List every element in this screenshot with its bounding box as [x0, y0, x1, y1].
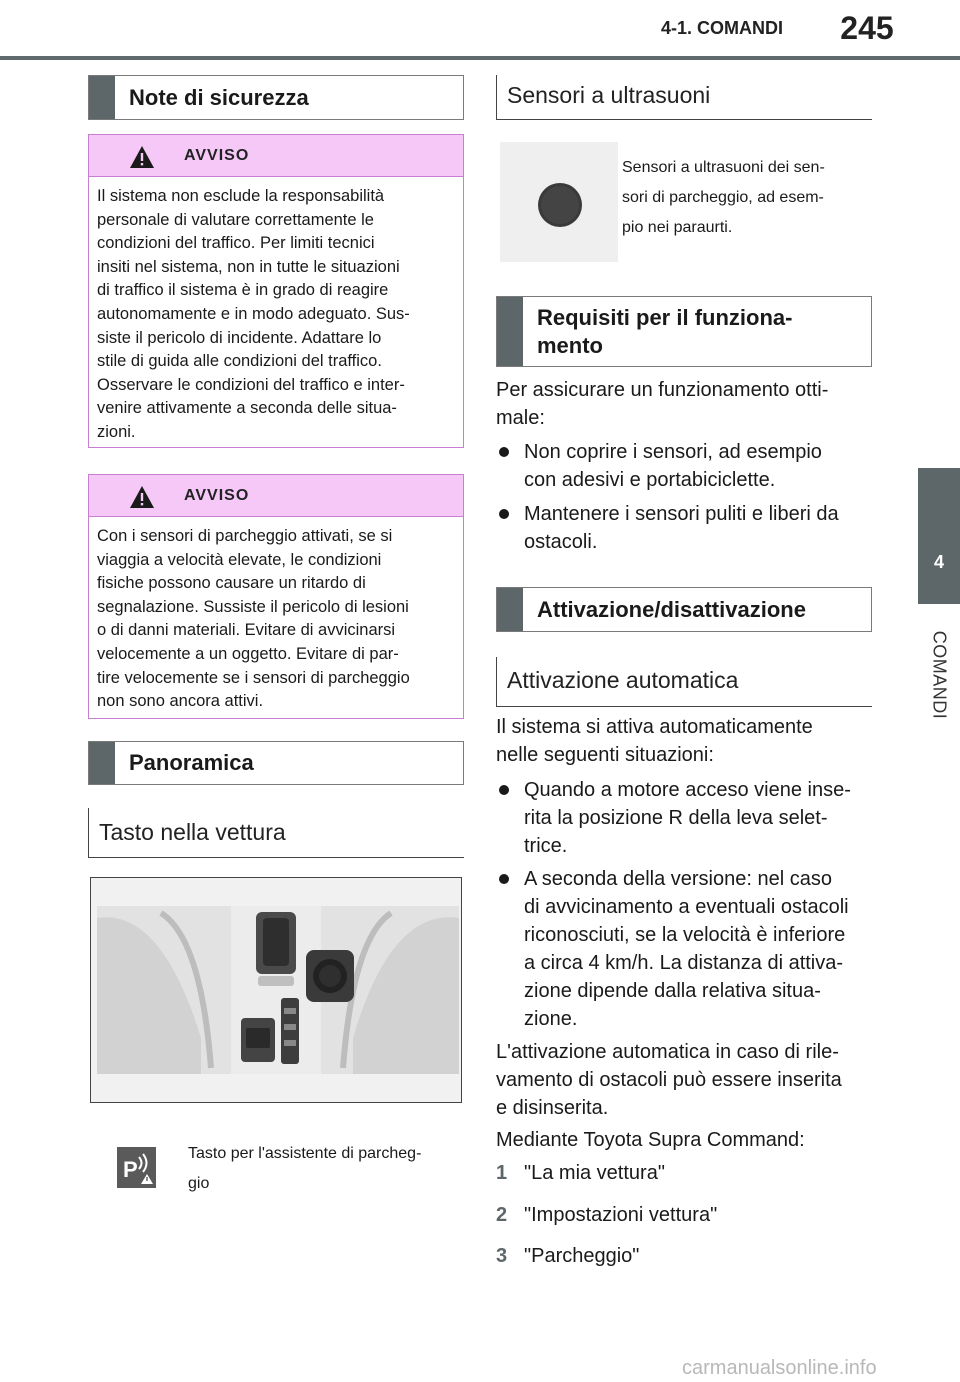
warning-line: non sono ancora attivi. — [97, 692, 264, 711]
heading-marker — [89, 742, 115, 784]
requirements-bullet — [496, 438, 876, 494]
warning-line: autonomamente e in modo adeguato. Sus- — [97, 304, 410, 323]
auto-bullet — [496, 776, 876, 860]
auto-activation-subheading: Attivazione automatica — [507, 667, 739, 693]
subheading-vrule — [88, 808, 89, 858]
section-title: 4-1. COMANDI — [660, 18, 783, 38]
warning-line: Il sistema non esclude la responsabilità — [97, 187, 385, 205]
bullet-dot — [499, 785, 509, 795]
auto-note — [496, 1038, 876, 1122]
warning-line: insiti nel sistema, non in tutte le situazioni — [97, 257, 400, 276]
warning-line: di traffico il sistema è in grado di reagire — [97, 281, 389, 300]
svg-text:P: P — [123, 1157, 138, 1182]
warning-line: Osservare le condizioni del traffico e inter- — [97, 375, 405, 394]
text-line: male: — [496, 407, 545, 429]
caption-line: Sensori a ultrasuoni dei sen- — [622, 159, 825, 176]
menu-step — [496, 1242, 876, 1270]
warning-line: condizioni del traffico. Per limiti tecnici — [97, 234, 375, 253]
warning-title: AVVISO — [184, 487, 250, 504]
text-line: nelle seguenti situazioni: — [496, 744, 714, 766]
heading-line: mento — [537, 332, 603, 358]
step-number: 3 — [496, 1245, 508, 1267]
step-text: "Impostazioni vettura" — [524, 1204, 718, 1226]
chapter-tab — [918, 468, 960, 604]
subheading-rule — [496, 119, 872, 120]
text-line: L'attivazione automatica in caso di rile- — [496, 1041, 839, 1063]
subheading-rule — [88, 857, 464, 858]
heading-line: Requisiti per il funziona- — [537, 304, 793, 330]
warning-line: stile di guida alle condizioni del traffico. — [97, 352, 382, 371]
auto-bullet — [496, 865, 876, 1033]
sensor-illustration — [500, 142, 618, 262]
requirements-heading-box — [496, 296, 872, 367]
safety-heading: Note di sicurezza — [129, 84, 309, 110]
auto-intro — [496, 713, 876, 769]
caption-line: Tasto per l'assistente di parcheg- — [188, 1145, 422, 1162]
text-line: rita la posizione R della leva selet- — [524, 807, 828, 829]
heading-marker — [497, 297, 523, 366]
heading-marker — [497, 588, 523, 631]
step-text: "Parcheggio" — [524, 1245, 640, 1267]
sensors-subheading: Sensori a ultrasuoni — [507, 82, 711, 108]
sensors-caption — [622, 153, 825, 243]
text-line: e disinserita. — [496, 1097, 609, 1119]
warning-line: viaggia a velocità elevate, le condizioni — [97, 550, 382, 569]
warning-line: segnalazione. Sussiste il pericolo di lesioni — [97, 597, 409, 616]
subheading-vrule — [496, 657, 497, 707]
text-line: A seconda della versione: nel caso — [524, 868, 832, 890]
text-line: zione dipende dalla relativa situa- — [524, 980, 821, 1002]
warning-line: fisiche possono causare un ritardo di — [97, 574, 366, 593]
text-line: Per assicurare un funzionamento otti- — [496, 379, 829, 401]
chapter-number: 4 — [933, 552, 944, 572]
text-line: vamento di ostacoli può essere inserita — [496, 1069, 842, 1091]
warning-triangle-icon — [129, 485, 155, 509]
header-divider — [0, 56, 960, 60]
requirements-heading — [537, 304, 861, 360]
text-line: trice. — [524, 835, 568, 857]
requirements-bullet — [496, 500, 876, 556]
overview-heading-box — [88, 741, 464, 785]
safety-heading-box — [88, 75, 464, 120]
text-line: a circa 4 km/h. La distanza di attiva- — [524, 952, 844, 974]
park-assist-button-icon — [117, 1147, 156, 1188]
center-console-image — [91, 878, 462, 1103]
warning-line: siste il pericolo di incidente. Adattare lo — [97, 328, 382, 347]
text-line: di avvicinamento a eventuali ostacoli — [524, 896, 849, 918]
warning-line: o di danni materiali. Evitare di avvicinarsi — [97, 621, 396, 640]
step-number: 2 — [496, 1204, 508, 1226]
subheading-vrule — [496, 75, 497, 120]
menu-step — [496, 1201, 876, 1229]
warning-line: tire velocemente se i sensori di parcheggio — [97, 668, 410, 687]
watermark: carmanualsonline.info — [682, 1357, 877, 1379]
caption-line: sori di parcheggio, ad esem- — [622, 189, 824, 206]
text-line: Il sistema si attiva automaticamente — [496, 716, 813, 738]
text-line: riconosciuti, se la velocità è inferiore — [524, 924, 846, 946]
warning-triangle-icon — [129, 145, 155, 169]
step-number: 1 — [496, 1162, 508, 1184]
caption-line: gio — [188, 1175, 210, 1192]
bullet-dot — [499, 874, 509, 884]
warning-line: velocemente a un oggetto. Evitare di par- — [97, 644, 399, 663]
warning-text — [97, 525, 455, 714]
text-line: Mantenere i sensori puliti e liberi da — [524, 503, 839, 525]
button-subheading: Tasto nella vettura — [99, 819, 286, 845]
chapter-label: COMANDI — [929, 630, 950, 720]
warning-line: venire attivamente a seconda delle situa- — [97, 399, 397, 418]
caption-line: pio nei paraurti. — [622, 219, 733, 236]
activation-heading-box — [496, 587, 872, 632]
text-line: Non coprire i sensori, ad esempio — [524, 441, 822, 463]
overview-heading: Panoramica — [129, 750, 254, 775]
warning-box-1 — [88, 134, 464, 448]
chapter-label-container — [914, 620, 960, 730]
command-intro: Mediante Toyota Supra Command: — [496, 1129, 805, 1151]
warning-line: Con i sensori di parcheggio attivati, se si — [97, 527, 393, 545]
text-line: ostacoli. — [524, 531, 598, 553]
warning-title: AVVISO — [184, 147, 250, 164]
ultrasonic-sensor-image — [500, 142, 618, 262]
activation-heading: Attivazione/disattivazione — [537, 596, 806, 622]
warning-line: personale di valutare correttamente le — [97, 210, 374, 229]
bullet-dot — [499, 447, 509, 457]
text-line: Quando a motore acceso viene inse- — [524, 779, 851, 801]
warning-text — [97, 185, 455, 445]
step-text: "La mia vettura" — [524, 1162, 665, 1184]
text-line: con adesivi e portabiciclette. — [524, 469, 776, 491]
bullet-dot — [499, 509, 509, 519]
heading-marker — [89, 76, 115, 119]
console-illustration — [90, 877, 462, 1103]
subheading-rule — [496, 706, 872, 707]
page-number: 245 — [840, 10, 894, 46]
warning-line: zioni. — [97, 422, 136, 441]
menu-step — [496, 1159, 876, 1187]
text-line: zione. — [524, 1008, 578, 1030]
button-caption — [188, 1139, 421, 1199]
requirements-intro — [496, 376, 876, 432]
warning-box-2 — [88, 474, 464, 719]
